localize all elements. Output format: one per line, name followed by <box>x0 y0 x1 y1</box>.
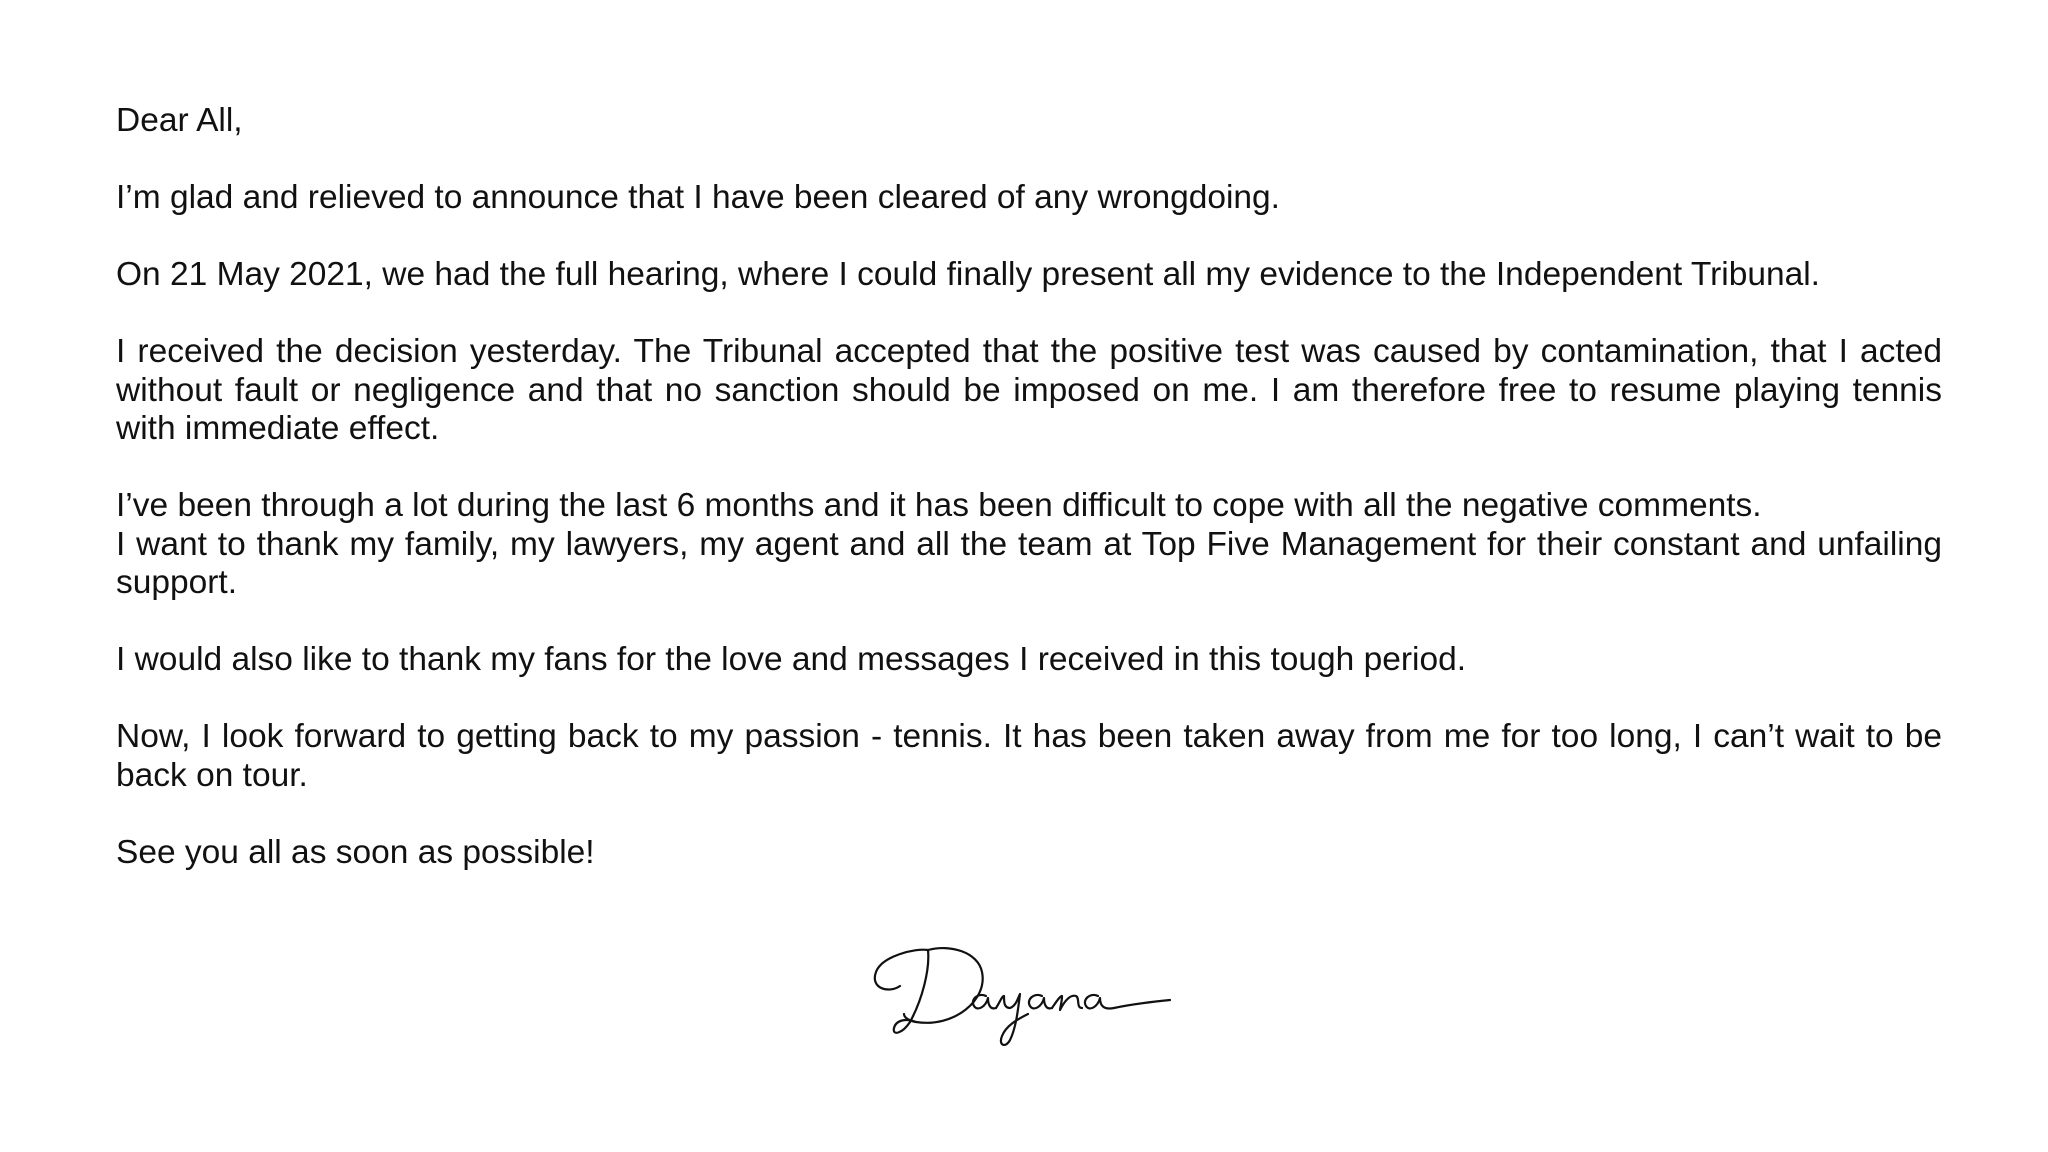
greeting: Dear All, <box>116 102 243 139</box>
paragraph-fans <box>116 641 1942 680</box>
paragraph-line: I would also like to thank my fans for the love and messages I received in this tough period. <box>116 641 1467 678</box>
paragraph-line: Now, I look forward to getting back to my passion - tennis. It has been taken away from me for too long, I can’t wait to be back on tour. <box>116 718 1942 794</box>
paragraph-closing <box>116 834 1942 873</box>
paragraph-thanks <box>116 487 1942 603</box>
paragraph-decision <box>116 333 1942 449</box>
paragraph-cleared <box>116 179 1942 218</box>
paragraph-line: I’ve been through a lot during the last 6 months and it has been difficult to cope with all the negative comments. <box>116 487 1762 524</box>
paragraph-line: See you all as soon as possible! <box>116 833 595 871</box>
paragraph-line: On 21 May 2021, we had the full hearing, where I could finally present all my evidence to the Independent Tribunal. <box>116 256 1820 293</box>
paragraph-line: I’m glad and relieved to announce that I have been cleared of any wrongdoing. <box>116 179 1280 216</box>
paragraph-line: I received the decision yesterday. The Tribunal accepted that the positive test was caused by contamination, that I acted without fault or negligence and that no sanction should be imposed on me. I am therefore free to resume playing tennis with immediate effect. <box>116 333 1942 447</box>
paragraph-hearing <box>116 256 1942 295</box>
letter-body <box>116 102 1942 911</box>
paragraph-passion <box>116 718 1942 795</box>
paragraph-line: I want to thank my family, my lawyers, my agent and all the team at Top Five Management for their constant and unfailing support. <box>116 525 1942 601</box>
handwritten-signature <box>870 930 1190 1050</box>
signature-graphic <box>870 930 1190 1050</box>
